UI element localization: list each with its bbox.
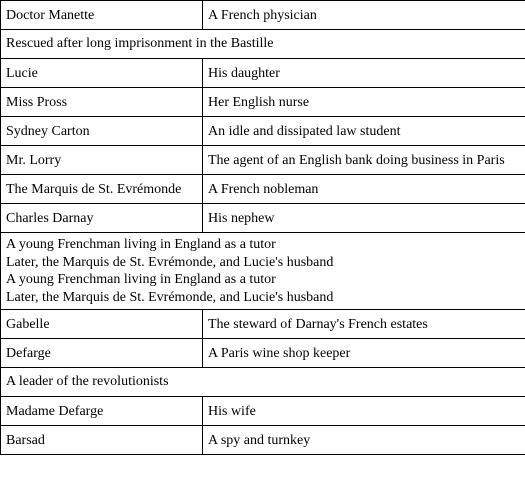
table-note-row	[1, 30, 525, 59]
note-line: Later, the Marquis de St. Evrémonde, and Lucie's husband	[6, 289, 334, 305]
note-cell	[1, 233, 525, 310]
table-row	[1, 117, 525, 146]
character-description-cell: A Paris wine shop keeper	[203, 339, 525, 368]
character-name-cell: Defarge	[1, 339, 203, 368]
note-line: A young Frenchman living in England as a tutor	[6, 237, 276, 252]
character-name-cell: Barsad	[1, 426, 203, 455]
character-name-cell: Gabelle	[1, 310, 203, 339]
character-name-cell: Charles Darnay	[1, 204, 203, 233]
table-note-row	[1, 368, 525, 397]
character-description-cell: A French nobleman	[203, 175, 525, 204]
note-line: A young Frenchman living in England as a tutor	[6, 272, 276, 287]
table-note-row	[1, 233, 525, 310]
table-row	[1, 88, 525, 117]
character-name-cell: The Marquis de St. Evrémonde	[1, 175, 203, 204]
table-row	[1, 397, 525, 426]
table-row	[1, 146, 525, 175]
character-name-cell: Lucie	[1, 59, 203, 88]
character-description-cell: The agent of an English bank doing business in Paris	[203, 146, 525, 175]
table-row	[1, 310, 525, 339]
character-table-body	[1, 1, 525, 455]
character-name-cell: Madame Defarge	[1, 397, 203, 426]
character-description-cell: Her English nurse	[203, 88, 525, 117]
table-row	[1, 204, 525, 233]
character-description-cell: His daughter	[203, 59, 525, 88]
note-cell	[1, 368, 525, 397]
character-description-cell: An idle and dissipated law student	[203, 117, 525, 146]
character-description-cell: His wife	[203, 397, 525, 426]
table-row	[1, 175, 525, 204]
character-name-cell: Mr. Lorry	[1, 146, 203, 175]
character-description-cell: The steward of Darnay's French estates	[203, 310, 525, 339]
character-description-cell: A spy and turnkey	[203, 426, 525, 455]
character-name-cell: Miss Pross	[1, 88, 203, 117]
table-row	[1, 1, 525, 30]
note-line: A leader of the revolutionists	[6, 374, 169, 390]
character-description-cell: A French physician	[203, 1, 525, 30]
table-row	[1, 426, 525, 455]
note-line: Rescued after long imprisonment in the Bastille	[6, 36, 274, 52]
table-row	[1, 59, 525, 88]
character-description-cell: His nephew	[203, 204, 525, 233]
character-name-cell: Sydney Carton	[1, 117, 203, 146]
table-row	[1, 339, 525, 368]
note-cell	[1, 30, 525, 59]
note-line: Later, the Marquis de St. Evrémonde, and Lucie's husband	[6, 254, 334, 270]
character-name-cell: Doctor Manette	[1, 1, 203, 30]
